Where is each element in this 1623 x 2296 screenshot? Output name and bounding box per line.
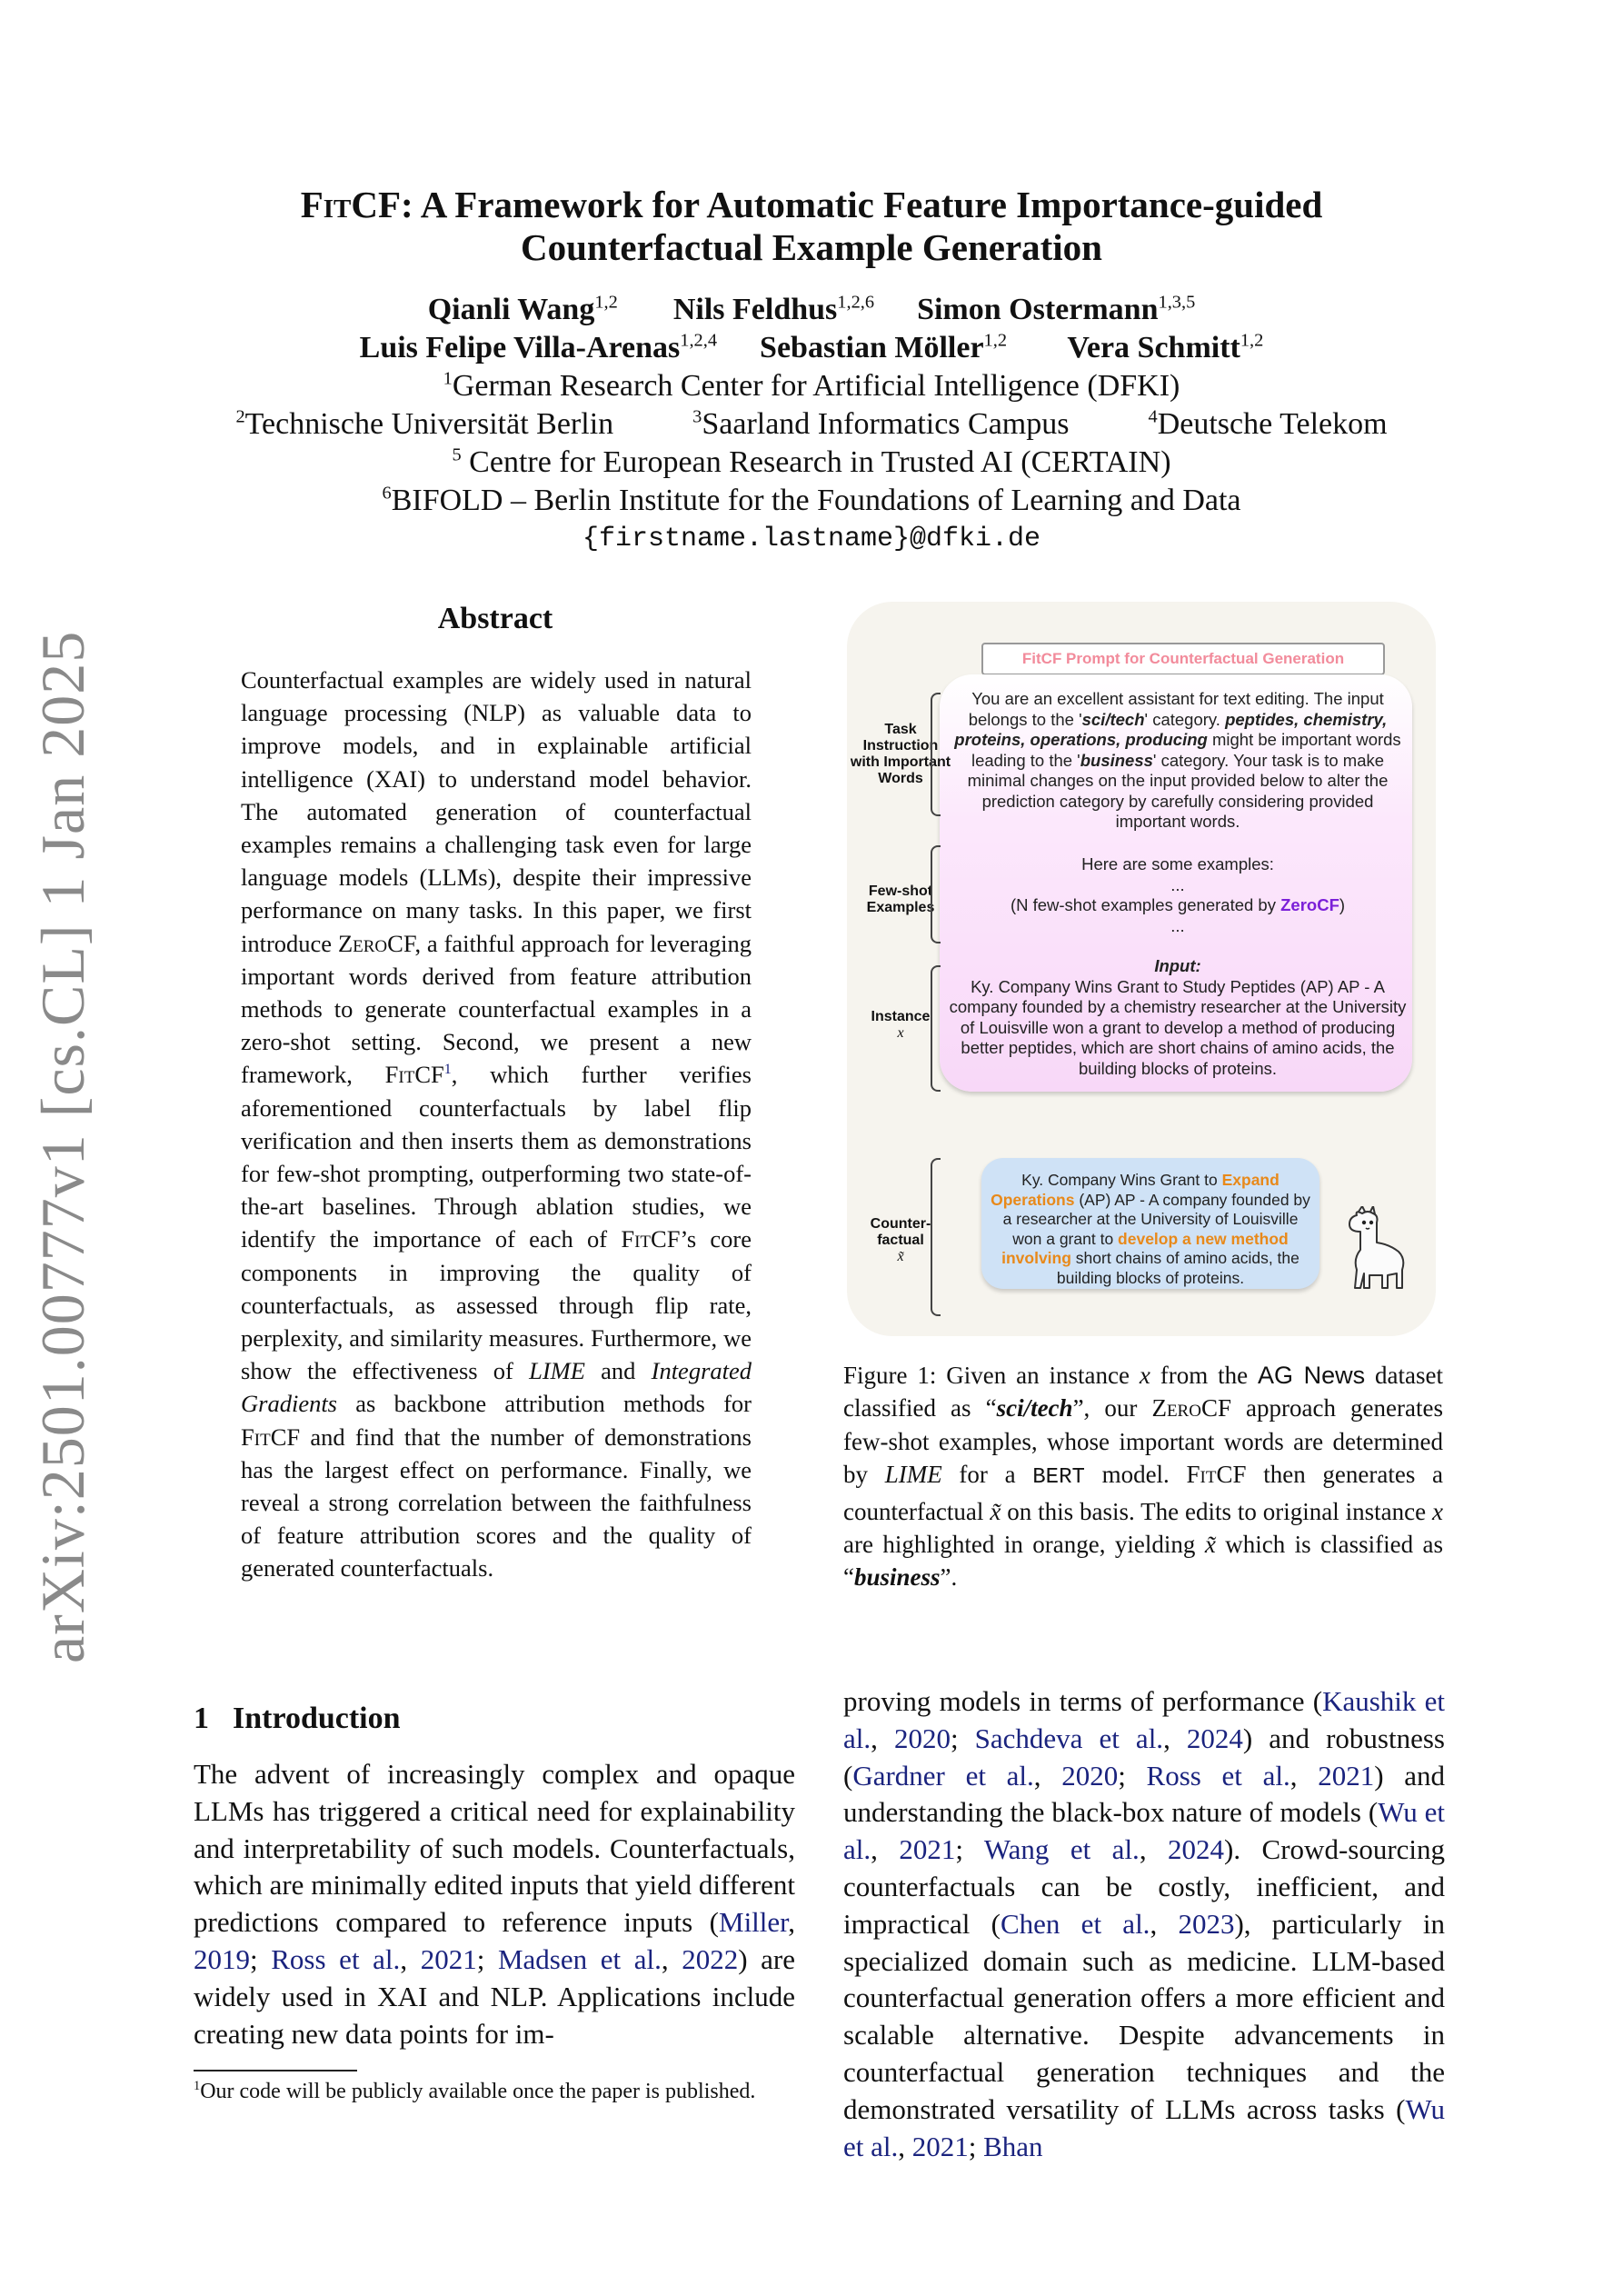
instance-brace bbox=[931, 965, 941, 1092]
citation-link[interactable]: 2024 bbox=[1168, 1833, 1225, 1866]
citation-link[interactable]: Miller bbox=[719, 1906, 789, 1939]
citation-link[interactable]: 2019 bbox=[194, 1942, 250, 1975]
fitcf-name: FitCF bbox=[241, 1423, 301, 1451]
author-line-1 bbox=[0, 293, 1623, 327]
fitcf-name: FitCF bbox=[621, 1225, 681, 1253]
counterfactual-panel: Ky. Company Wins Grant to Expand Operations (AP) AP - A company founded by a researcher at the University of Louisville won a grant to develop a new method involving short chains of amino acids, the building blocks of proteins. bbox=[981, 1158, 1319, 1289]
affiliation: $^1$German Research Center for Artificial Intelligence (DFKI) bbox=[443, 368, 1180, 403]
prompt-title: FitCF Prompt for Counterfactual Generation bbox=[981, 643, 1385, 675]
task-brace bbox=[931, 693, 941, 816]
citation-link[interactable]: Madsen et al. bbox=[497, 1942, 662, 1975]
zerocf-name: ZeroCF bbox=[1151, 1394, 1231, 1423]
figure-1 bbox=[847, 602, 1436, 1336]
abstract-heading: Abstract bbox=[437, 602, 553, 635]
author: Sebastian Möller$^{1,2}$ bbox=[760, 330, 1008, 364]
author-line-2 bbox=[0, 331, 1623, 365]
author: Simon Ostermann$^{1,3,5}$ bbox=[917, 292, 1196, 326]
citation-link[interactable]: Wu et al. bbox=[843, 1796, 1446, 1866]
input-block: Input: Ky. Company Wins Grant to Study Peptides (AP) AP - A company founded by a chemistry researcher at the University of Louisville won a grant to develop a method of producing better peptides, which are short chains of amino acids, the building blocks of proteins. bbox=[949, 956, 1407, 1078]
fitcf-name: FitCF bbox=[384, 1061, 444, 1089]
figure-caption: Figure 1: Given an instance x from the AG News dataset classified as “sci/tech”, our ZeroCF approach generates few-shot examples, whose important words are determined by LIME for a BERT model. FitCF then generates a counterfactual x̃ on this basis. The edits to original instance x are highlighted in orange, yielding x̃ which is classified as “business”. bbox=[843, 1362, 1444, 1592]
citation-link[interactable]: 2020 bbox=[1061, 1759, 1119, 1792]
affiliation: $^3$Saarland Informatics Campus bbox=[692, 406, 1070, 441]
counterfactual-label: Counter-factual x̃ bbox=[870, 1216, 931, 1264]
email: {firstname.lastname}@dfki.de bbox=[582, 524, 1041, 554]
citation-link[interactable]: Kaushik et al. bbox=[843, 1685, 1445, 1754]
paper-title: FitCF: A Framework for Automatic Feature Importance-guided Counterfactual Example Generation bbox=[300, 184, 1323, 268]
affiliation: $^2$Technische Universität Berlin bbox=[235, 406, 614, 441]
citation-link[interactable]: 2024 bbox=[1186, 1722, 1243, 1754]
fewshot-block: Here are some examples: ... (N few-shot examples generated by ZeroCF) ... bbox=[1010, 854, 1346, 935]
instance-label: Instance x bbox=[871, 1009, 931, 1041]
citation-link[interactable]: 2022 bbox=[682, 1942, 739, 1975]
fewshot-brace bbox=[931, 845, 941, 943]
arxiv-stamp: arXiv:2501.00777v1 [cs.CL] 1 Jan 2025 bbox=[28, 630, 97, 1663]
fitcf-name: FitCF bbox=[1186, 1461, 1247, 1489]
citation-link[interactable]: Sachdeva et al. bbox=[974, 1722, 1164, 1754]
intro-right-column: proving models in terms of performance (Kaushik et al., 2020; Sachdeva et al., 2024) and robustness (Gardner et al., 2020; Ross et al., 2021) and understanding the black-box nature of models (Wu et al., 2021; Wang et al., 2024). Crowd-sourcing counterfactuals can be costly, inefficient, and impractical (Chen et al., 2023), particularly in specialized domain such as medicine. LLM-based counterfactual generation offers a more efficient and scalable alternative. Despite advancements in counterfactual generation techniques and the demonstrated versatility of LLMs across tasks (Wu et al., 2021; Bhan bbox=[843, 1685, 1446, 2162]
citation-link[interactable]: Gardner et al. bbox=[852, 1759, 1034, 1792]
citation-link[interactable]: Chen et al. bbox=[1001, 1907, 1150, 1940]
llama-icon bbox=[1342, 1206, 1408, 1293]
author: Nils Feldhus$^{1,2,6}$ bbox=[672, 292, 875, 326]
affiliation: $^4$Deutsche Telekom bbox=[1148, 406, 1388, 441]
citation-link[interactable]: Ross et al. bbox=[271, 1942, 401, 1975]
zerocf-name: ZeroCF bbox=[337, 929, 415, 957]
citation-link[interactable]: 2021 bbox=[1318, 1759, 1375, 1792]
affiliation-line bbox=[0, 407, 1623, 442]
citation-link[interactable]: 2020 bbox=[893, 1722, 951, 1754]
footnote-link[interactable]: 1 bbox=[443, 1062, 452, 1078]
author: Vera Schmitt$^{1,2}$ bbox=[1067, 330, 1264, 364]
citation-link[interactable]: Ross et al. bbox=[1146, 1759, 1290, 1792]
affiliation: $^6$BIFOLD – Berlin Institute for the Foundations of Learning and Data bbox=[382, 483, 1241, 517]
task-label: Task Instruction with Important Words bbox=[850, 722, 951, 786]
fewshot-label: Few-shot Examples bbox=[866, 883, 935, 915]
citation-link[interactable]: 2021 bbox=[899, 1833, 956, 1866]
intro-left-column: The advent of increasingly complex and opaque LLMs has triggered a critical need for explainability and interpretability of such models. Counterfactuals, which are minimally edited inputs that yield different predictions compared to reference inputs (Miller, 2019; Ross et al., 2021; Madsen et al., 2022) are widely used in XAI and NLP. Applications include creating new data points for im- bbox=[194, 1758, 795, 2050]
citation-link[interactable]: 2023 bbox=[1178, 1907, 1235, 1940]
abstract-body: Counterfactual examples are widely used in natural language processing (NLP) as valuable data to improve models, and in explainable artificial intelligence (XAI) to understand model behavior. The automated generation of counterfactual examples remains a challenging task even for large language models (LLMs), despite their impressive performance on many tasks. In this paper, we first introduce ZeroCF, a faithful approach for leveraging important words derived from feature attribution methods to generate counterfactual examples in a zero-shot setting. Second, we present a new framework, FitCF$^1$, which further verifies aforementioned counterfactuals by label flip verification and then inserts them as demonstrations for few-shot prompting, outperforming two state-of-the-art baselines. Through ablation studies, we identify the importance of each of FitCF’s core components in improving the quality of counterfactuals, as assessed through flip rate, perplexity, and similarity measures. Furthermore, we show the effectiveness of LIME and Integrated Gradients as backbone attribution methods for FitCF and find that the number of demonstrations has the largest effect on performance. Finally, we reveal a strong correlation between the faithfulness of feature attribution scores and the quality of generated counterfactuals. bbox=[241, 666, 752, 1582]
counterfactual-brace bbox=[931, 1158, 941, 1316]
citation-link[interactable]: 2021 bbox=[911, 2130, 969, 2162]
footnote-divider bbox=[194, 2070, 357, 2071]
citation-link[interactable]: Wang et al. bbox=[983, 1833, 1140, 1866]
author: Qianli Wang$^{1,2}$ bbox=[427, 292, 618, 326]
section-heading: 1 Introduction bbox=[194, 1702, 401, 1735]
citation-link[interactable]: Wu et al. bbox=[843, 2092, 1445, 2162]
author: Luis Felipe Villa-Arenas$^{1,2,4}$ bbox=[359, 330, 718, 364]
affiliation: $^5$ Centre for European Research in Trusted AI (CERTAIN) bbox=[452, 444, 1171, 479]
footnote: $^1$Our code will be publicly available once the paper is published. bbox=[194, 2079, 756, 2103]
task-instruction: You are an excellent assistant for text editing. The input belongs to the 'sci/tech' category. peptides, chemistry, proteins, operations, producing might be important words leading to the 'business' category. Your task is to make minimal changes on the input provided below to alter the prediction category by carefully considering provided important words. bbox=[954, 689, 1401, 831]
citation-link[interactable]: Bhan bbox=[983, 2130, 1043, 2162]
citation-link[interactable]: 2021 bbox=[420, 1942, 477, 1975]
